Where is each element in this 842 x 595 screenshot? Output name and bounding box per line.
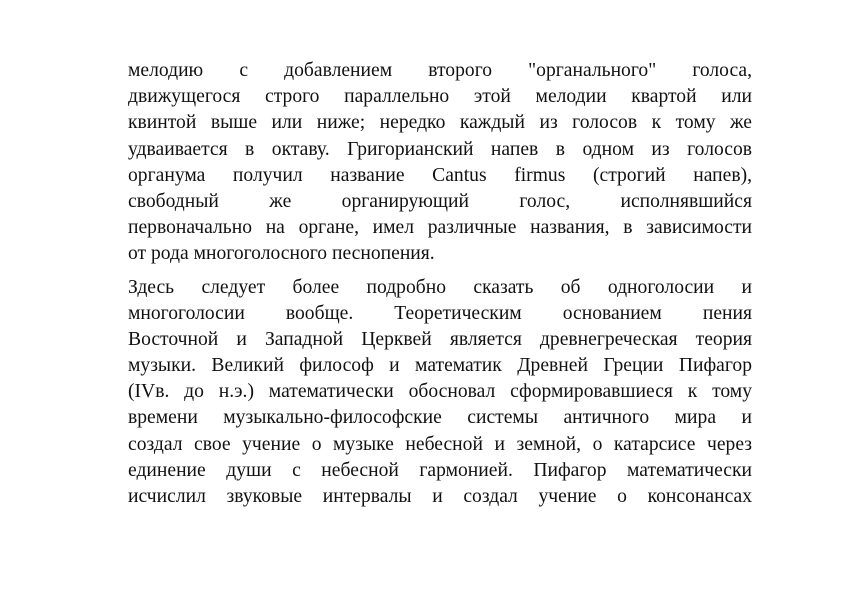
text-line: единение души с небесной гармонией. Пифагор математически — [128, 459, 752, 481]
text-line: времени музыкально-философские системы античного мира и — [128, 407, 752, 429]
text-line: музыки. Великий философ и математик Древней Греции Пифагор — [128, 355, 752, 377]
paragraph-2 — [128, 275, 752, 511]
text-line: первоначально на органе, имел различные названия, в зависимости — [128, 217, 752, 239]
text-line: свободный же органирующий голос, исполнявшийся — [128, 190, 752, 212]
text-line: исчислил звуковые интервалы и создал учение о консонансах — [128, 486, 752, 507]
text-line: Здесь следует более подробно сказать об одноголосии и — [128, 276, 752, 298]
text-line: мелодию с добавлением второго "органального" голоса, — [128, 60, 752, 81]
text-line: Восточной и Западной Церквей является древнегреческая теория — [128, 328, 752, 350]
text-line: квинтой выше или ниже; нередко каждый из голосов к тому же — [128, 112, 752, 134]
text-line: удваивается в октаву. Григорианский напев в одном из голосов — [128, 138, 752, 160]
paragraph-1 — [128, 58, 752, 268]
text-line: создал свое учение о музыке небесной и земной, о катарсисе через — [128, 433, 752, 455]
text-line: многоголосии вообще. Теоретическим основанием пения — [128, 302, 752, 324]
paragraph-spacer — [128, 268, 752, 275]
text-line: органума получил название Cantus firmus (строгий напев), — [128, 164, 752, 186]
text-line: от рода многоголосного песнопения. — [128, 243, 435, 265]
body-text — [128, 58, 752, 510]
text-line: движущегося строго параллельно этой мелодии квартой или — [128, 86, 752, 108]
text-line: (IVв. до н.э.) математически обосновал сформировавшиеся к тому — [128, 381, 752, 403]
